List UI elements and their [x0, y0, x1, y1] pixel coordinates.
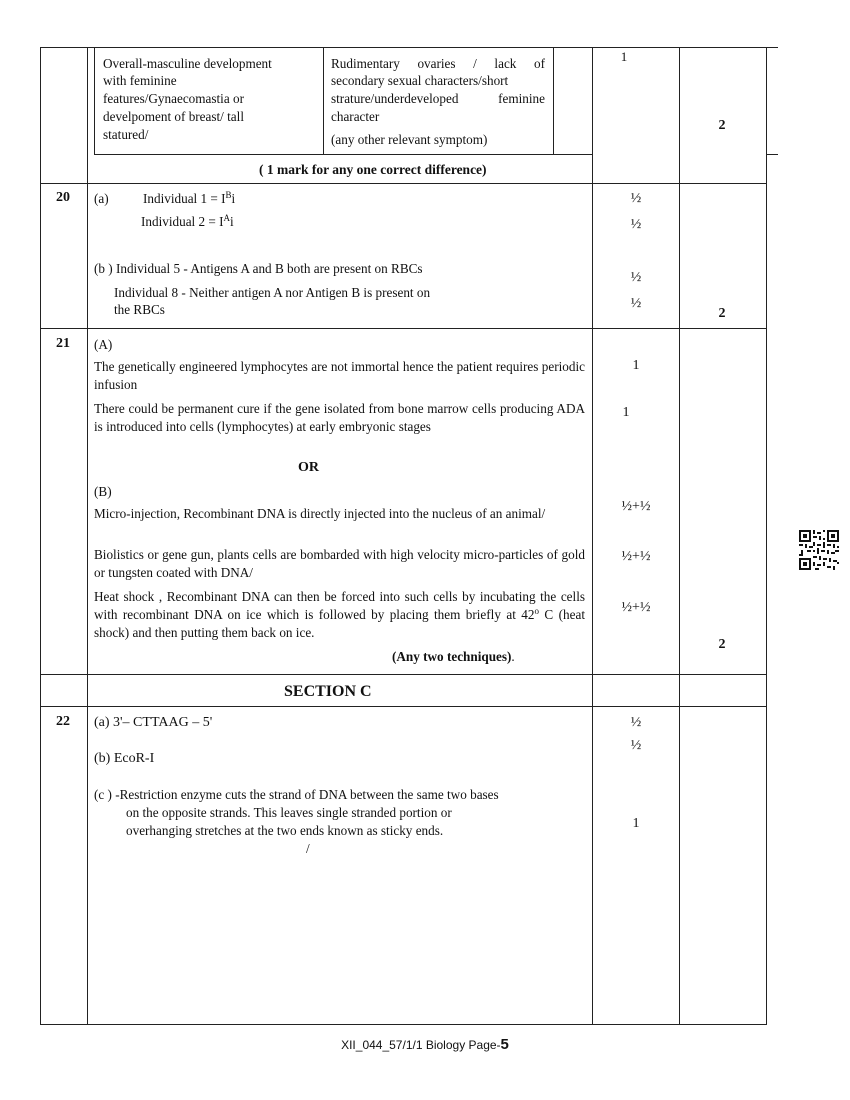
- q20-part-b-line-1: (b ) Individual 5 - Antigens A and B both are present on RBCs: [94, 261, 423, 276]
- right-cell-line-4: character: [331, 109, 380, 124]
- q20-individual-1: Individual $1 = I^Bi$: [143, 190, 236, 206]
- q22-part-c-line-1: (c ) -Restriction enzyme cuts the strand of DNA between the same two bases: [94, 787, 499, 802]
- rule-top: [40, 47, 778, 48]
- rule-row-21-end: [40, 674, 766, 675]
- left-cell-line-1: Overall-masculine development: [103, 56, 272, 71]
- top-row-total: 2: [718, 118, 726, 133]
- q21-or: OR: [298, 460, 319, 475]
- q20-mark-4: ½: [630, 296, 642, 311]
- qr-code-icon: [799, 530, 839, 570]
- section-c-heading: SECTION C: [284, 683, 372, 700]
- left-cell-line-5: statured/: [103, 127, 149, 142]
- page-footer: [0, 1036, 850, 1053]
- q20-individual-2: Individual $2 = I^Ai$: [141, 213, 234, 229]
- col-marks-divider: [679, 47, 680, 1025]
- right-cell-line-1: Rudimentary ovaries / lack of: [331, 56, 545, 71]
- q22-part-b: (b) EcoR-I: [94, 751, 155, 766]
- rule-inner-bottom: [94, 154, 592, 155]
- question-number-22: 22: [56, 714, 70, 729]
- right-cell-line-3: strature/underdeveloped feminine: [331, 91, 545, 106]
- inner-col-2: [323, 47, 324, 155]
- top-row-mark: 1: [620, 49, 628, 64]
- rule-bottom: [40, 1024, 766, 1025]
- q21-mark-3: ½+½: [621, 499, 651, 514]
- footer-code: XII_044_57/1/1 Biology Page-: [341, 1038, 501, 1052]
- question-number-20: 20: [56, 190, 70, 205]
- left-cell-line-4: develpoment of breast/ tall: [103, 109, 244, 124]
- q21-total: 2: [718, 637, 726, 652]
- q22-part-a: (a) 3'– CTTAAG – 5': [94, 715, 213, 730]
- q22-slash: /: [306, 841, 310, 856]
- q21-part-a-label: (A): [94, 337, 113, 352]
- inner-col-3: [553, 47, 554, 155]
- q20-total: 2: [718, 306, 726, 321]
- q20-mark-2: ½: [630, 217, 642, 232]
- q21-para-4: Biolistics or gene gun, plants cells are bombarded with high velocity micro-particles of gold or tungsten coated with DNA/: [94, 547, 585, 580]
- right-cell-line-2: secondary sexual characters/short: [331, 73, 509, 88]
- col-qno-divider: [87, 47, 88, 1025]
- left-cell-line-3: features/Gynaecomastia or: [103, 91, 244, 106]
- q22-mark-2: ½: [630, 738, 642, 753]
- left-cell-line-2: with feminine: [103, 73, 177, 88]
- q21-any-two-note: (Any two techniques).: [392, 649, 515, 664]
- q21-para-3: Micro-injection, Recombinant DNA is directly injected into the nucleus of an animal/: [94, 506, 546, 521]
- q21-para-5: Heat shock , Recombinant DNA can then be forced into such cells by incubating the cells with recombinant DNA on ice which is followed by placing them briefly at 42$^o$ C (heat shock) and then putting them back on ice.: [94, 589, 585, 640]
- q21-mark-1: 1: [632, 358, 640, 373]
- right-cell-note: (any other relevant symptom): [331, 132, 488, 147]
- q20-part-b-line-3: the RBCs: [114, 302, 165, 317]
- page-number: 5: [500, 1036, 509, 1053]
- q20-mark-3: ½: [630, 270, 642, 285]
- rule-section-end: [40, 706, 766, 707]
- q21-mark-4: ½+½: [621, 549, 651, 564]
- q22-part-c-line-3: overhanging stretches at the two ends known as sticky ends.: [126, 823, 444, 838]
- q22-mark-1: ½: [630, 715, 642, 730]
- q22-part-c-line-2: on the opposite strands. This leaves single stranded portion or: [126, 805, 452, 820]
- q21-para-1: The genetically engineered lymphocytes are not immortal hence the patient requires periodic infusion: [94, 359, 585, 392]
- q20-mark-1: ½: [630, 191, 642, 206]
- rule-row-20-end: [40, 328, 766, 329]
- marking-note: ( 1 mark for any one correct difference): [259, 162, 487, 177]
- inner-col-1: [94, 47, 95, 155]
- q22-mark-3: 1: [632, 816, 640, 831]
- q21-mark-2: 1: [622, 405, 630, 420]
- q20-part-b-line-2: Individual 8 - Neither antigen A nor Antigen B is present on: [114, 285, 431, 300]
- rule-row-19-end: [40, 183, 766, 184]
- q20-part-a-label: (a): [94, 191, 109, 206]
- question-number-21: 21: [56, 336, 70, 351]
- col-total-divider: [766, 47, 767, 1025]
- q21-para-2: There could be permanent cure if the gene isolated from bone marrow cells producing ADA is introduced into cells (lymphocytes) at early embryonic stages: [94, 401, 585, 434]
- q21-mark-5: ½+½: [621, 600, 651, 615]
- q21-part-b-label: (B): [94, 484, 112, 499]
- rule-inner-bottom-right: [766, 154, 778, 155]
